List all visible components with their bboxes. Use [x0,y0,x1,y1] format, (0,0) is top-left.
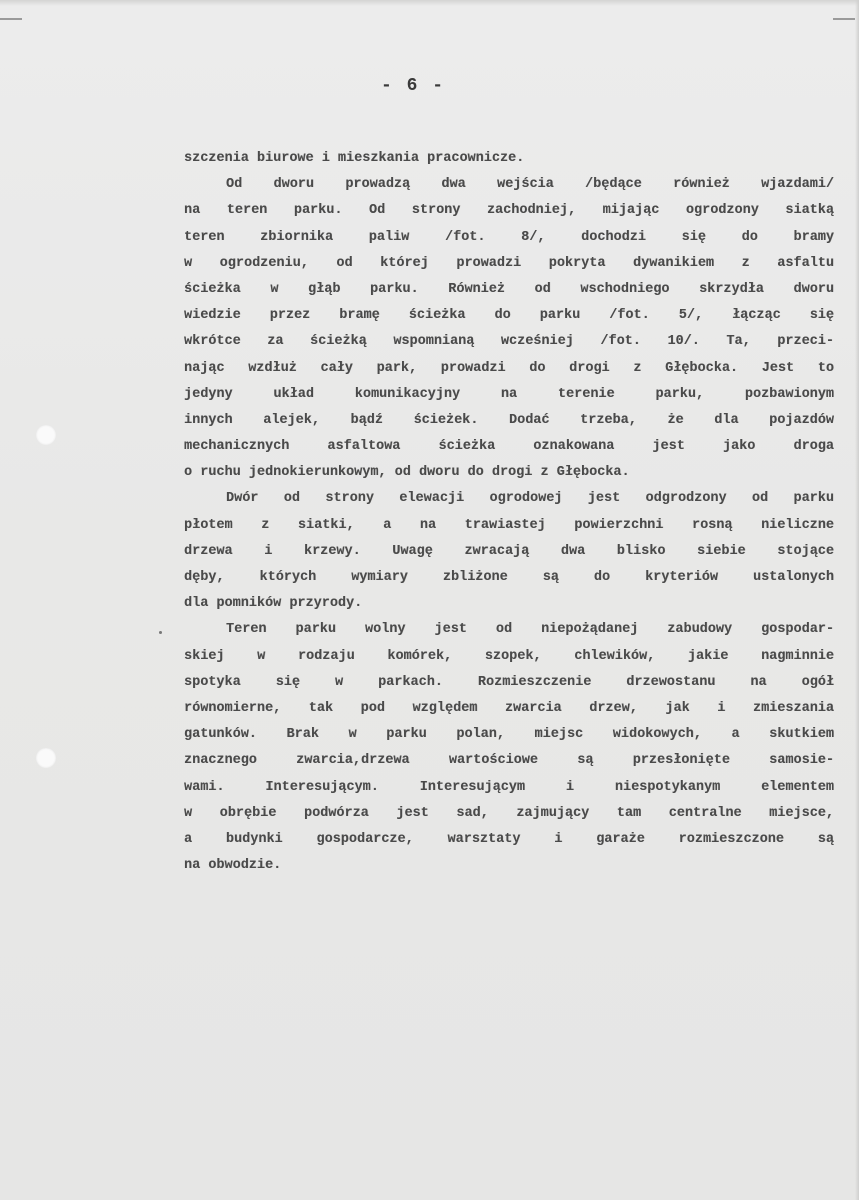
punch-hole-upper [36,425,56,445]
text-line: w ogrodzeniu, od której prowadzi pokryta dywanikiem z asfaltu [184,255,834,271]
page-top-edge-shadow [0,0,859,6]
text-line: a budynki gospodarcze, warsztaty i garaże rozmieszczone są [184,831,834,847]
text-line: Od dworu prowadzą dwa wejścia /będące również wjazdami/ [226,177,834,193]
text-line: gatunków. Brak w parku polan, miejsc widokowych, a skutkiem [184,727,834,743]
text-line: płotem z siatki, a na trawiastej powierzchni rosną nieliczne [184,517,834,533]
page-number: - 6 - [381,76,446,96]
body-text [184,146,834,879]
text-line: teren zbiornika paliw /fot. 8/, dochodzi się do bramy [184,229,834,245]
text-line: innych alejek, bądź ścieżek. Dodać trzeba, że dla pojazdów [184,412,834,428]
punch-hole-lower [36,748,56,768]
text-line: Dwór od strony elewacji ogrodowej jest odgrodzony od parku [226,491,834,507]
text-line: dęby, których wymiary zbliżone są do kryteriów ustalonych [184,570,834,585]
scan-corner-mark-right [833,18,855,20]
text-line: na teren parku. Od strony zachodniej, mijając ogrodzony siatką [184,203,834,219]
text-line: o ruchu jednokierunkowym, od dworu do drogi z Głębocka. [184,465,630,481]
text-line: Teren parku wolny jest od niepożądanej zabudowy gospodar- [226,622,834,638]
text-line: ścieżka w głąb parku. Również od wschodniego skrzydła dworu [184,281,834,297]
text-line: nając wzdłuż cały park, prowadzi do drogi z Głębocka. Jest to [184,360,834,376]
text-line: dla pomników przyrody. [184,596,363,612]
text-line: w obrębie podwórza jest sad, zajmujący tam centralne miejsce, [184,805,834,821]
text-line: drzewa i krzewy. Uwagę zwracają dwa blisko siebie stojące [184,543,834,559]
text-line: szczenia biurowe i mieszkania pracownicze. [184,151,525,166]
scan-corner-mark-left [0,18,22,20]
text-line: wkrótce za ścieżką wspomnianą wcześniej /fot. 10/. Ta, przeci- [184,334,834,350]
text-line: mechanicznych asfaltowa ścieżka oznakowana jest jako droga [184,439,834,455]
text-line: równomierne, tak pod względem zwarcia drzew, jak i zmieszania [184,700,834,716]
text-line: spotyka się w parkach. Rozmieszczenie drzewostanu na ogół [184,674,834,690]
text-line: wiedzie przez bramę ścieżka do parku /fot. 5/, łącząc się [184,308,834,324]
text-line: znacznego zwarcia,drzewa wartościowe są przesłonięte samosie- [184,753,834,769]
text-line: na obwodzie. [184,858,282,874]
text-line: skiej w rodzaju komórek, szopek, chlewików, jakie nagminnie [184,648,834,664]
text-line: jedyny układ komunikacyjny na terenie parku, pozbawionym [184,386,834,402]
text-line: wami. Interesującym. Interesującym i niespotykanym elementem [184,779,834,795]
page-right-edge-shadow [855,0,859,1200]
stray-ink-dot [159,631,162,634]
